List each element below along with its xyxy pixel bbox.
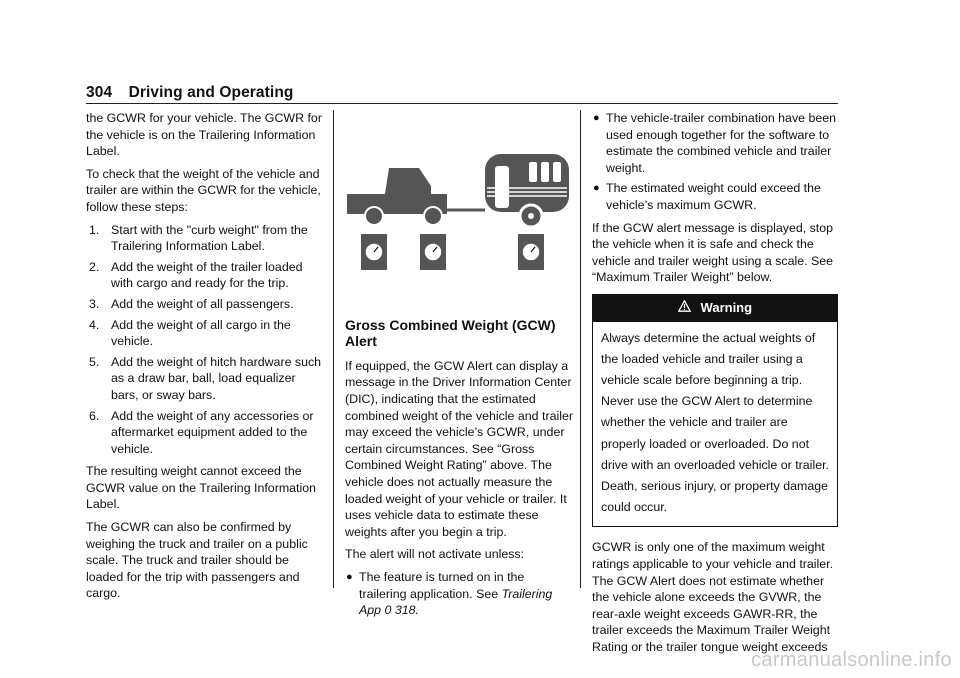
column-1 <box>86 110 322 608</box>
col1-paragraph-3: The resulting weight cannot exceed the GCWR value on the Trailering Information Label. <box>86 464 317 512</box>
step-item <box>86 259 322 292</box>
warning-title-bar <box>593 295 837 322</box>
col1-paragraph-2: To check that the weight of the vehicle and trailer are within the GCWR for the vehicle, follow these steps: <box>86 166 321 214</box>
step-number: 6. <box>89 408 100 423</box>
warning-box <box>592 294 838 527</box>
steps-list <box>86 222 322 458</box>
bullet-icon: ● <box>593 182 600 195</box>
section-title: Driving and Operating <box>128 84 294 101</box>
col3-paragraph-1: If the GCW alert message is displayed, stop the vehicle when it is safe and check the vehicle and trailer weight using a scale. See “Maximum Trailer Weight” below. <box>592 220 834 285</box>
col2-paragraph-1: If equipped, the GCW Alert can display a message in the Driver Information Center (DIC), indicating that the estimated combined weight of the vehicle and trailer may exceed the vehicle’s GCWR, under certain circumstances. See “Gross Combined Weight Rating” above. The vehicle does not actually measure the loaded weight of your vehicle or trailer. It uses vehicle data to estimate these weights after you begin a trip. <box>345 358 573 539</box>
step-number: 3. <box>89 296 100 311</box>
step-item <box>86 354 322 404</box>
step-item <box>86 317 322 350</box>
warning-triangle-icon <box>678 300 691 312</box>
list-item <box>345 569 575 619</box>
step-text: Add the weight of any accessories or aftermarket equipment added to the vehicle. <box>111 408 314 456</box>
truck-trailer-scale-illustration <box>345 146 575 286</box>
bullet-text: The estimated weight could exceed the vehicle’s maximum GCWR. <box>606 181 821 212</box>
step-text: Add the weight of all cargo in the vehicle. <box>111 317 291 349</box>
step-text: Add the weight of all passengers. <box>111 296 294 311</box>
bullet-icon: ● <box>593 112 600 124</box>
bullet-text: The feature is turned on in the trailering application. See <box>359 569 525 601</box>
page-header <box>86 84 293 102</box>
bullet-icon: ● <box>346 570 353 583</box>
bullet-text: The vehicle-trailer combination have been used enough together for the software to estimate the combined vehicle and trailer weight. <box>606 111 837 175</box>
col1-paragraph-1: the GCWR for your vehicle. The GCWR for the vehicle is on the Trailering Information Label. <box>86 111 322 159</box>
step-item <box>86 408 322 458</box>
gcw-alert-heading: Gross Combined Weight (GCW) Alert <box>345 316 556 350</box>
page-reference[interactable]: 0 318. <box>384 603 419 618</box>
step-number: 1. <box>89 222 100 237</box>
watermark: carmanualsonline.info <box>751 649 952 671</box>
warning-title: Warning <box>700 299 753 315</box>
column-3 <box>592 110 838 662</box>
col2-paragraph-2: The alert will not activate unless: <box>345 547 525 562</box>
list-item <box>592 110 838 176</box>
step-text: Add the weight of the trailer loaded with cargo and ready for the trip. <box>111 259 303 291</box>
page-number: 304 <box>86 84 113 101</box>
list-item <box>592 180 838 213</box>
column-divider-1 <box>333 110 334 588</box>
step-number: 2. <box>89 259 100 274</box>
header-rule <box>86 103 838 104</box>
column-divider-2 <box>580 110 581 588</box>
step-text: Start with the "curb weight" from the Trailering Information Label. <box>111 222 308 254</box>
step-text: Add the weight of hitch hardware such as a draw bar, ball, load equalizer bars, or sway bars. <box>111 354 322 402</box>
step-number: 4. <box>89 317 100 332</box>
column-2 <box>345 110 575 625</box>
col1-paragraph-4: The GCWR can also be confirmed by weighing the truck and trailer on a public scale. The truck and trailer should be loaded for the trip with passengers and cargo. <box>86 520 308 601</box>
activation-conditions-list <box>345 569 575 619</box>
conditions-continued-list <box>592 110 838 214</box>
warning-body: Always determine the actual weights of the loaded vehicle and trailer using a vehicle scale before beginning a trip. Never use the GCW Alert to determine whether the vehicle and trailer are properly loaded or overloaded. Do not drive with an overloaded vehicle or trailer. Death, serious injury, or property damage could occur. <box>601 330 829 515</box>
step-item <box>86 222 322 255</box>
trailering-app-link[interactable]: Trailering App <box>359 586 553 618</box>
step-item <box>86 296 322 313</box>
col3-paragraph-2: GCWR is only one of the maximum weight ratings applicable to your vehicle and trailer. The GCW Alert does not estimate whether the vehicle alone exceeds the GVWR, the rear-axle weight exceeds GAWR-RR, the trailer exceeds the Maximum Trailer Weight Rating or the trailer tongue weight exceeds <box>592 540 834 654</box>
step-number: 5. <box>89 354 100 369</box>
